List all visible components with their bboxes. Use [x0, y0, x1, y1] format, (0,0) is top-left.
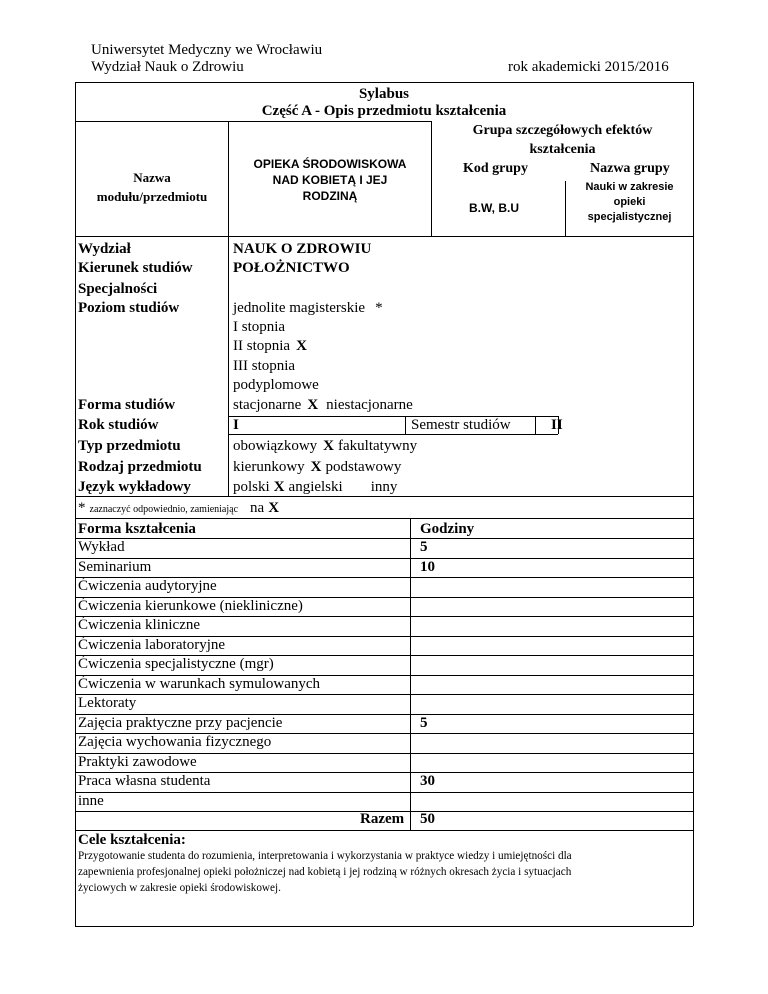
specjalnosci-label: Specjalności — [78, 281, 158, 297]
hours-row-divider — [75, 694, 693, 695]
typ-options: obowiązkowy X fakultatywny — [233, 438, 418, 454]
module-name: OPIEKA ŚRODOWISKOWA — [253, 157, 407, 171]
goals-title: Cele kształcenia: — [78, 832, 186, 848]
rok-label: Rok studiów — [78, 417, 159, 433]
hours-row-form: Ćwiczenia kierunkowe (niekliniczne) — [78, 597, 303, 614]
faculty-name: Wydział Nauk o Zdrowiu — [91, 59, 244, 75]
rodzaj-options: kierunkowy X podstawowy — [233, 459, 402, 475]
group-name-value-line3: specjalistycznej — [587, 211, 672, 223]
hours-row-divider — [75, 538, 693, 539]
goals-line-3: życiowych w zakresie opieki środowiskowej. — [78, 882, 281, 894]
hours-row-form: Seminarium — [78, 558, 152, 575]
hours-row-form: Ćwiczenia w warunkach symulowanych — [78, 675, 321, 692]
hours-row-value: 5 — [420, 714, 428, 731]
total-value: 50 — [420, 811, 435, 827]
hours-row-value: 10 — [420, 558, 435, 575]
jezyk-options: polski X angielski inny — [233, 479, 398, 495]
hours-row-divider — [75, 675, 693, 676]
academic-year: rok akademicki 2015/2016 — [508, 59, 669, 75]
poziom-option-1: jednolite magisterskie * — [233, 300, 383, 316]
hours-row-divider — [75, 616, 693, 617]
hours-row-value: 5 — [420, 539, 428, 555]
footnote: * zaznaczyć odpowiednio, zamieniając na X — [78, 500, 280, 516]
group-name-value-line2: opieki — [613, 196, 646, 208]
hours-row-form: Lektoraty — [78, 695, 137, 711]
wydzial-value: NAUK O ZDROWIU — [233, 241, 372, 257]
jezyk-label: Język wykładowy — [78, 479, 191, 495]
semestr-value: II — [551, 417, 563, 433]
group-code-value: B.W, B.U — [469, 201, 519, 215]
hours-row-divider — [75, 772, 693, 773]
hours-row-form: Ćwiczenia specjalistyczne (mgr) — [78, 656, 274, 672]
hours-row-divider — [75, 636, 693, 637]
goals-line-1: Przygotowanie studenta do rozumienia, interpretowania i wykorzystania w praktyce wiedzy i umiejętności dla — [78, 850, 572, 862]
module-name-line2: NAD KOBIETĄ I JEJ — [272, 173, 388, 187]
forma-label: Forma studiów — [78, 397, 176, 413]
group-code-label: Kod grupy — [463, 161, 528, 176]
hours-row-divider — [75, 753, 693, 754]
hours-row-form: Wykład — [78, 539, 125, 555]
kierunek-value: POŁOŻNICTWO — [233, 260, 350, 276]
semestr-label: Semestr studiów — [411, 417, 511, 433]
poziom-option-2: I stopnia — [233, 319, 286, 335]
document-subtitle: Część A - Opis przedmiotu kształcenia — [261, 103, 507, 119]
typ-label: Typ przedmiotu — [78, 438, 181, 454]
module-name-line3: RODZINĄ — [302, 189, 358, 203]
forma-options: stacjonarne X niestacjonarne — [233, 397, 413, 413]
hours-row-form: Ćwiczenia kliniczne — [78, 617, 201, 633]
hours-row-form: Ćwiczenia laboratoryjne — [78, 636, 226, 653]
hours-col-hours-header: Godziny — [420, 521, 475, 537]
group-name-value: Nauki w zakresie — [585, 181, 674, 193]
hours-row-divider — [75, 597, 693, 598]
total-label: Razem — [360, 811, 405, 827]
hours-row-divider — [75, 655, 693, 656]
rok-value: I — [233, 417, 239, 433]
poziom-label: Poziom studiów — [78, 300, 180, 316]
hours-col-form-header: Forma kształcenia — [78, 521, 196, 537]
university-name: Uniwersytet Medyczny we Wrocławiu — [91, 42, 323, 58]
group-name-label: Nazwa grupy — [590, 161, 670, 176]
hours-row-form: Zajęcia praktyczne przy pacjencie — [78, 714, 283, 731]
hours-row-divider — [75, 733, 693, 734]
hours-row-value: 30 — [420, 773, 435, 789]
hours-row-form: Praktyki zawodowe — [78, 753, 197, 770]
poziom-option-4: III stopnia — [233, 358, 296, 374]
group-header: Grupa szczegółowych efektów — [472, 123, 653, 138]
hours-row-form: Praca własna studenta — [78, 773, 211, 789]
module-label-line2: modułu/przedmiotu — [96, 189, 208, 204]
module-label: Nazwa — [133, 170, 171, 185]
hours-row-form: Zajęcia wychowania fizycznego — [78, 734, 272, 750]
hours-row-divider — [75, 714, 693, 715]
hours-row-divider — [75, 792, 693, 793]
poziom-option-5: podyplomowe — [233, 377, 319, 393]
rodzaj-label: Rodzaj przedmiotu — [78, 459, 202, 475]
group-header-line2: kształcenia — [529, 142, 596, 157]
document-title: Sylabus — [358, 86, 410, 102]
hours-row-divider — [75, 558, 693, 559]
wydzial-label: Wydział — [78, 241, 131, 257]
kierunek-label: Kierunek studiów — [78, 260, 193, 276]
poziom-option-3: II stopnia X — [233, 338, 307, 354]
goals-line-2: zapewnienia profesjonalnej opieki położniczej nad kobietą i jej rodziną w różnych okresach życia i sytuacjach — [78, 866, 572, 878]
hours-row-form: Ćwiczenia audytoryjne — [78, 578, 217, 594]
hours-row-divider — [75, 577, 693, 578]
hours-row-form: inne — [78, 792, 104, 809]
